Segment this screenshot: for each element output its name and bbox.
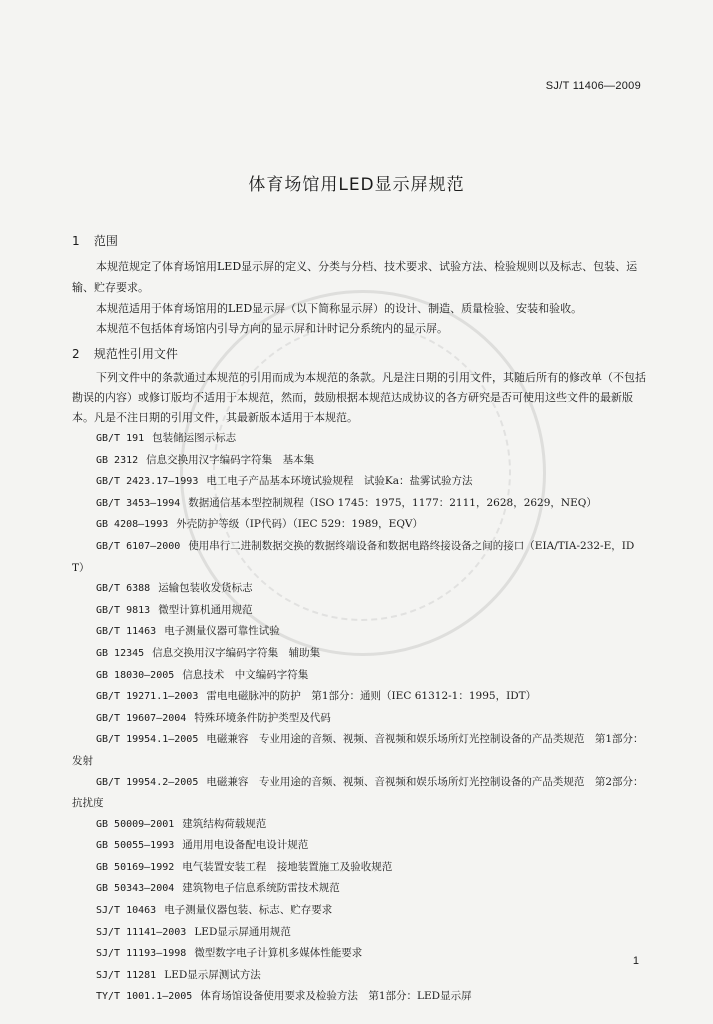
reference-title: 电子测量仪器包装、标志、贮存要求 [164,904,333,917]
reference-item [72,578,646,600]
reference-item [72,493,646,515]
reference-title: 使用串行二进制数据交换的数据终端设备和数据电路终接设备之间的接口（EIA/TIA-232-E，IDT） [72,539,635,574]
reference-item [72,729,646,771]
reference-item [72,986,646,1008]
page-number: 1 [632,955,639,967]
reference-code: GB 18030—2005 [96,669,175,681]
reference-title: 外壳防护等级（IP代码）（IEC 529：1989，EQV） [176,518,424,531]
reference-item [72,965,646,987]
reference-item [72,857,646,879]
reference-title: 雷电电磁脉冲的防护 第1部分：通则（IEC 61312-1：1995，IDT） [206,690,537,703]
reference-title: 微型计算机通用规范 [158,603,253,616]
reference-title: 电磁兼容 专业用途的音频、视频、音视频和娱乐场所灯光控制设备的产品类规范 第1部分：发射 [72,733,644,767]
standard-code: SJ/T 11406—2009 [545,80,641,92]
reference-code: GB/T 11463 [96,626,157,638]
reference-code: GB/T 6107—2000 [96,540,181,552]
reference-code: SJ/T 11281 [96,969,157,981]
section-2-heading [72,345,178,362]
reference-title: 特殊环境条件防护类型及代码 [194,711,331,724]
reference-code: GB/T 19607—2004 [96,712,187,724]
reference-code: GB 50343—2004 [96,883,175,895]
reference-item [72,922,646,944]
reference-code: GB/T 19271.1—2003 [96,691,199,703]
reference-code: GB 12345 [96,647,145,659]
section-2-number: 2 [72,347,80,361]
reference-title: 包装储运图示标志 [152,432,237,444]
document-title: 体育场馆用LED显示屏规范 [248,175,465,195]
reference-item [72,643,646,665]
reference-item [72,900,646,922]
reference-title: 数据通信基本型控制规程（ISO 1745：1975，1177：2111，2628，2629，NEQ） [188,496,597,509]
reference-code: SJ/T 11193—1998 [96,948,187,960]
reference-code: GB/T 2423.17—1993 [96,476,199,488]
reference-title: 建筑结构荷载规范 [182,817,267,830]
reference-title: 电磁兼容 专业用途的音频、视频、音视频和娱乐场所灯光控制设备的产品类规范 第2部分：抗扰度 [72,775,644,810]
reference-item [72,600,646,622]
reference-item [72,428,646,450]
reference-code: GB/T 19954.2—2005 [96,776,199,788]
reference-code: GB/T 6388 [96,583,151,595]
reference-code: GB 4208—1993 [96,519,169,531]
reference-code: GB 50055—1993 [96,840,175,852]
reference-list [72,428,646,1008]
section-1-number: 1 [72,234,80,248]
reference-item [72,943,646,965]
reference-code: GB 50169—1992 [96,861,175,873]
reference-title: 电子测量仪器可靠性试验 [164,625,280,638]
reference-item [72,621,646,643]
reference-code: GB/T 191 [96,433,145,444]
reference-title: 信息技术 中文编码字符集 [182,668,309,681]
section-1-title: 范围 [93,234,118,248]
reference-code: GB/T 19954.1—2005 [96,734,199,746]
reference-title: 信息交换用汉字编码字符集 基本集 [146,453,315,466]
section-1-paragraph-1: 本规范规定了体育场馆用LED显示屏的定义、分类与分档、技术要求、试验方法、检验规则以及标志、包装、运输、贮存要求。 [72,260,638,294]
reference-title: LED显示屏通用规范 [194,925,291,938]
section-1-heading [72,232,118,249]
reference-title: 建筑物电子信息系统防雷技术规范 [182,882,340,895]
reference-code: GB/T 9813 [96,604,151,616]
reference-code: SJ/T 10463 [96,905,157,917]
reference-item [72,686,646,708]
reference-title: 电工电子产品基本环境试验规程 试验Ka：盐雾试验方法 [206,475,473,488]
reference-item [72,450,646,472]
reference-item [72,514,646,536]
reference-title: 微型数字电子计算机多媒体性能要求 [194,947,363,960]
reference-item [72,835,646,857]
reference-title: 体育场馆设备使用要求及检验方法 第1部分：LED显示屏 [200,990,472,1003]
reference-item [72,772,646,814]
reference-code: SJ/T 11141—2003 [96,926,187,938]
reference-item [72,665,646,687]
reference-item [72,878,646,900]
section-1-paragraph-3: 本规范不包括体育场馆内引导方向的显示屏和计时记分系统内的显示屏。 [96,322,448,335]
reference-item [72,814,646,836]
reference-title: 信息交换用汉字编码字符集 辅助集 [152,646,321,659]
reference-item [72,708,646,730]
reference-item [72,471,646,493]
reference-code: GB/T 3453—1994 [96,497,181,509]
reference-title: 通用用电设备配电设计规范 [182,839,309,852]
section-2-intro: 下列文件中的条款通过本规范的引用而成为本规范的条款。凡是注日期的引用文件，其随后所有的修改单（不包括勘误的内容）或修订版均不适用于本规范，然而，鼓励根据本规范达成协议的各方研究是否可使用这些文件的最新版本。凡是不注日期的引用文件，其最新版本适用于本规范。 [72,371,646,424]
reference-title: 运输包装收发货标志 [158,582,253,595]
reference-code: GB 2312 [96,454,139,466]
reference-code: GB 50009—2001 [96,818,175,830]
section-1-paragraph-2: 本规范适用于体育场馆用的LED显示屏（以下简称显示屏）的设计、制造、质量检验、安装和验收。 [96,302,583,315]
section-2-title: 规范性引用文件 [93,347,178,361]
reference-code: TY/T 1001.1—2005 [96,991,193,1003]
reference-item [72,536,646,578]
reference-title: 电气装置安装工程 接地装置施工及验收规范 [182,860,393,873]
reference-title: LED显示屏测试方法 [164,968,261,981]
